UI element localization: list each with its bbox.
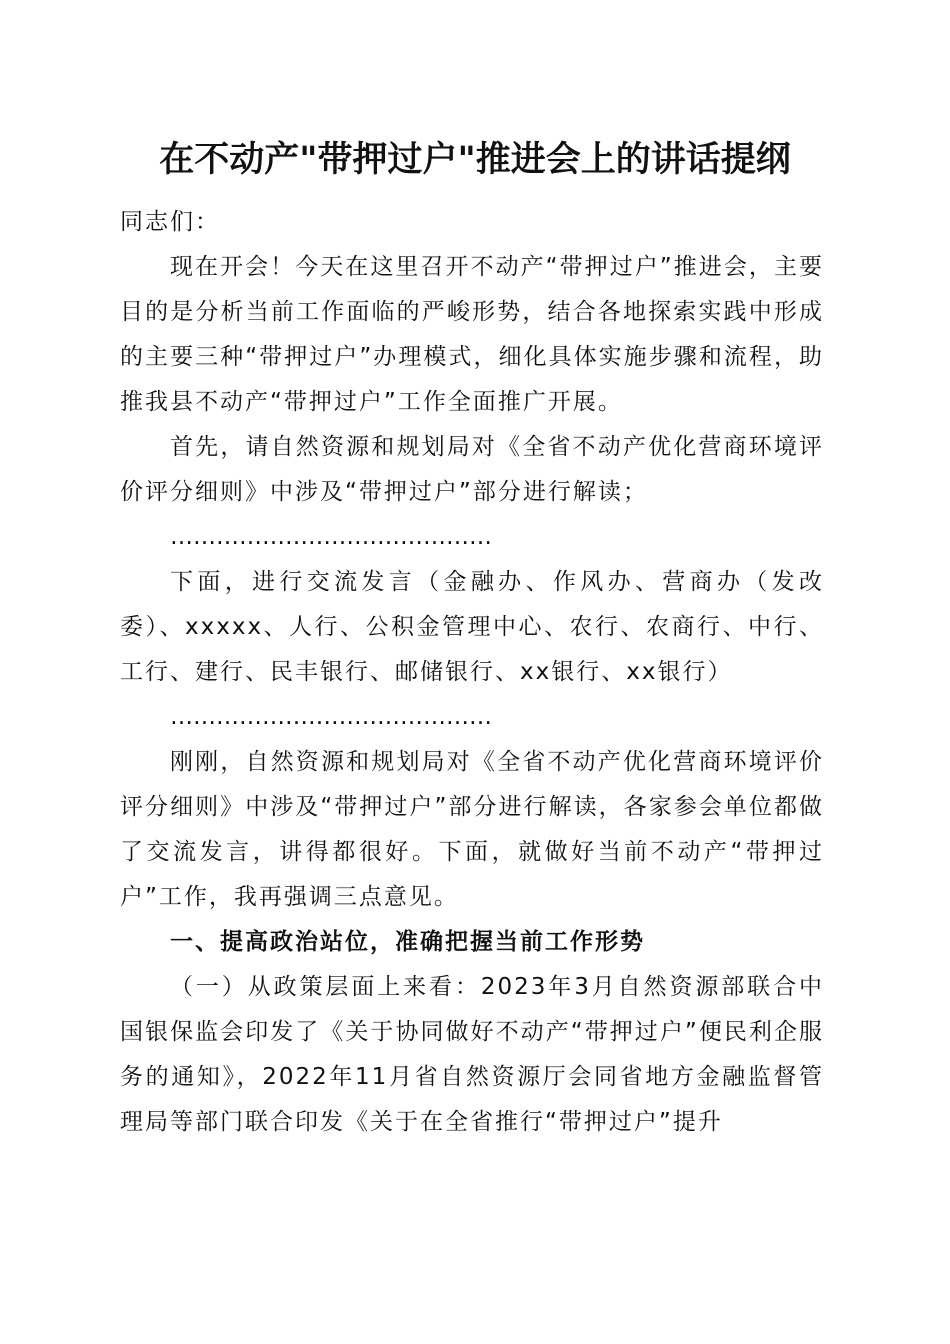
paragraph-policy: （一）从政策层面上来看：2023年3月自然资源部联合中国银保监会印发了《关于协同做好不动产“带押过户”便民利企服务的通知》，2022年11月省自然资源厅会同省地方金融监督管理局等部门联合印发《关于在全省推行“带押过户”提升 [120, 974, 824, 1135]
salutation: 同志们： [120, 209, 220, 235]
paragraph-summary: 刚刚，自然资源和规划局对《全省不动产优化营商环境评价评分细则》中涉及“带押过户”部分进行解读，各家参会单位都做了交流发言，讲得都很好。下面，就做好当前不动产“带押过户”工作，我再强调三点意见。 [120, 749, 824, 910]
paragraph-interpretation: 首先，请自然资源和规划局对《全省不动产优化营商环境评价评分细则》中涉及“带押过户”部分进行解读； [120, 434, 824, 505]
document-title: 在不动产"带押过户"推进会上的讲话提纲 [159, 139, 791, 180]
ellipsis-separator: …………………………………… [170, 704, 492, 730]
section-heading: 一、提高政治站位，准确把握当前工作形势 [170, 929, 645, 955]
document-body [120, 200, 824, 1145]
ellipsis-separator: …………………………………… [170, 524, 492, 550]
paragraph-opening: 现在开会！今天在这里召开不动产“带押过户”推进会，主要目的是分析当前工作面临的严峻形势，结合各地探索实践中形成的主要三种“带押过户”办理模式，细化具体实施步骤和流程，助推我县不动产“带押过户”工作全面推广开展。 [120, 254, 824, 415]
paragraph-exchange: 下面，进行交流发言（金融办、作风办、营商办（发改委）、xxxxx、人行、公积金管理中心、农行、农商行、中行、工行、建行、民丰银行、邮储银行、xx银行、xx银行） [120, 569, 824, 685]
